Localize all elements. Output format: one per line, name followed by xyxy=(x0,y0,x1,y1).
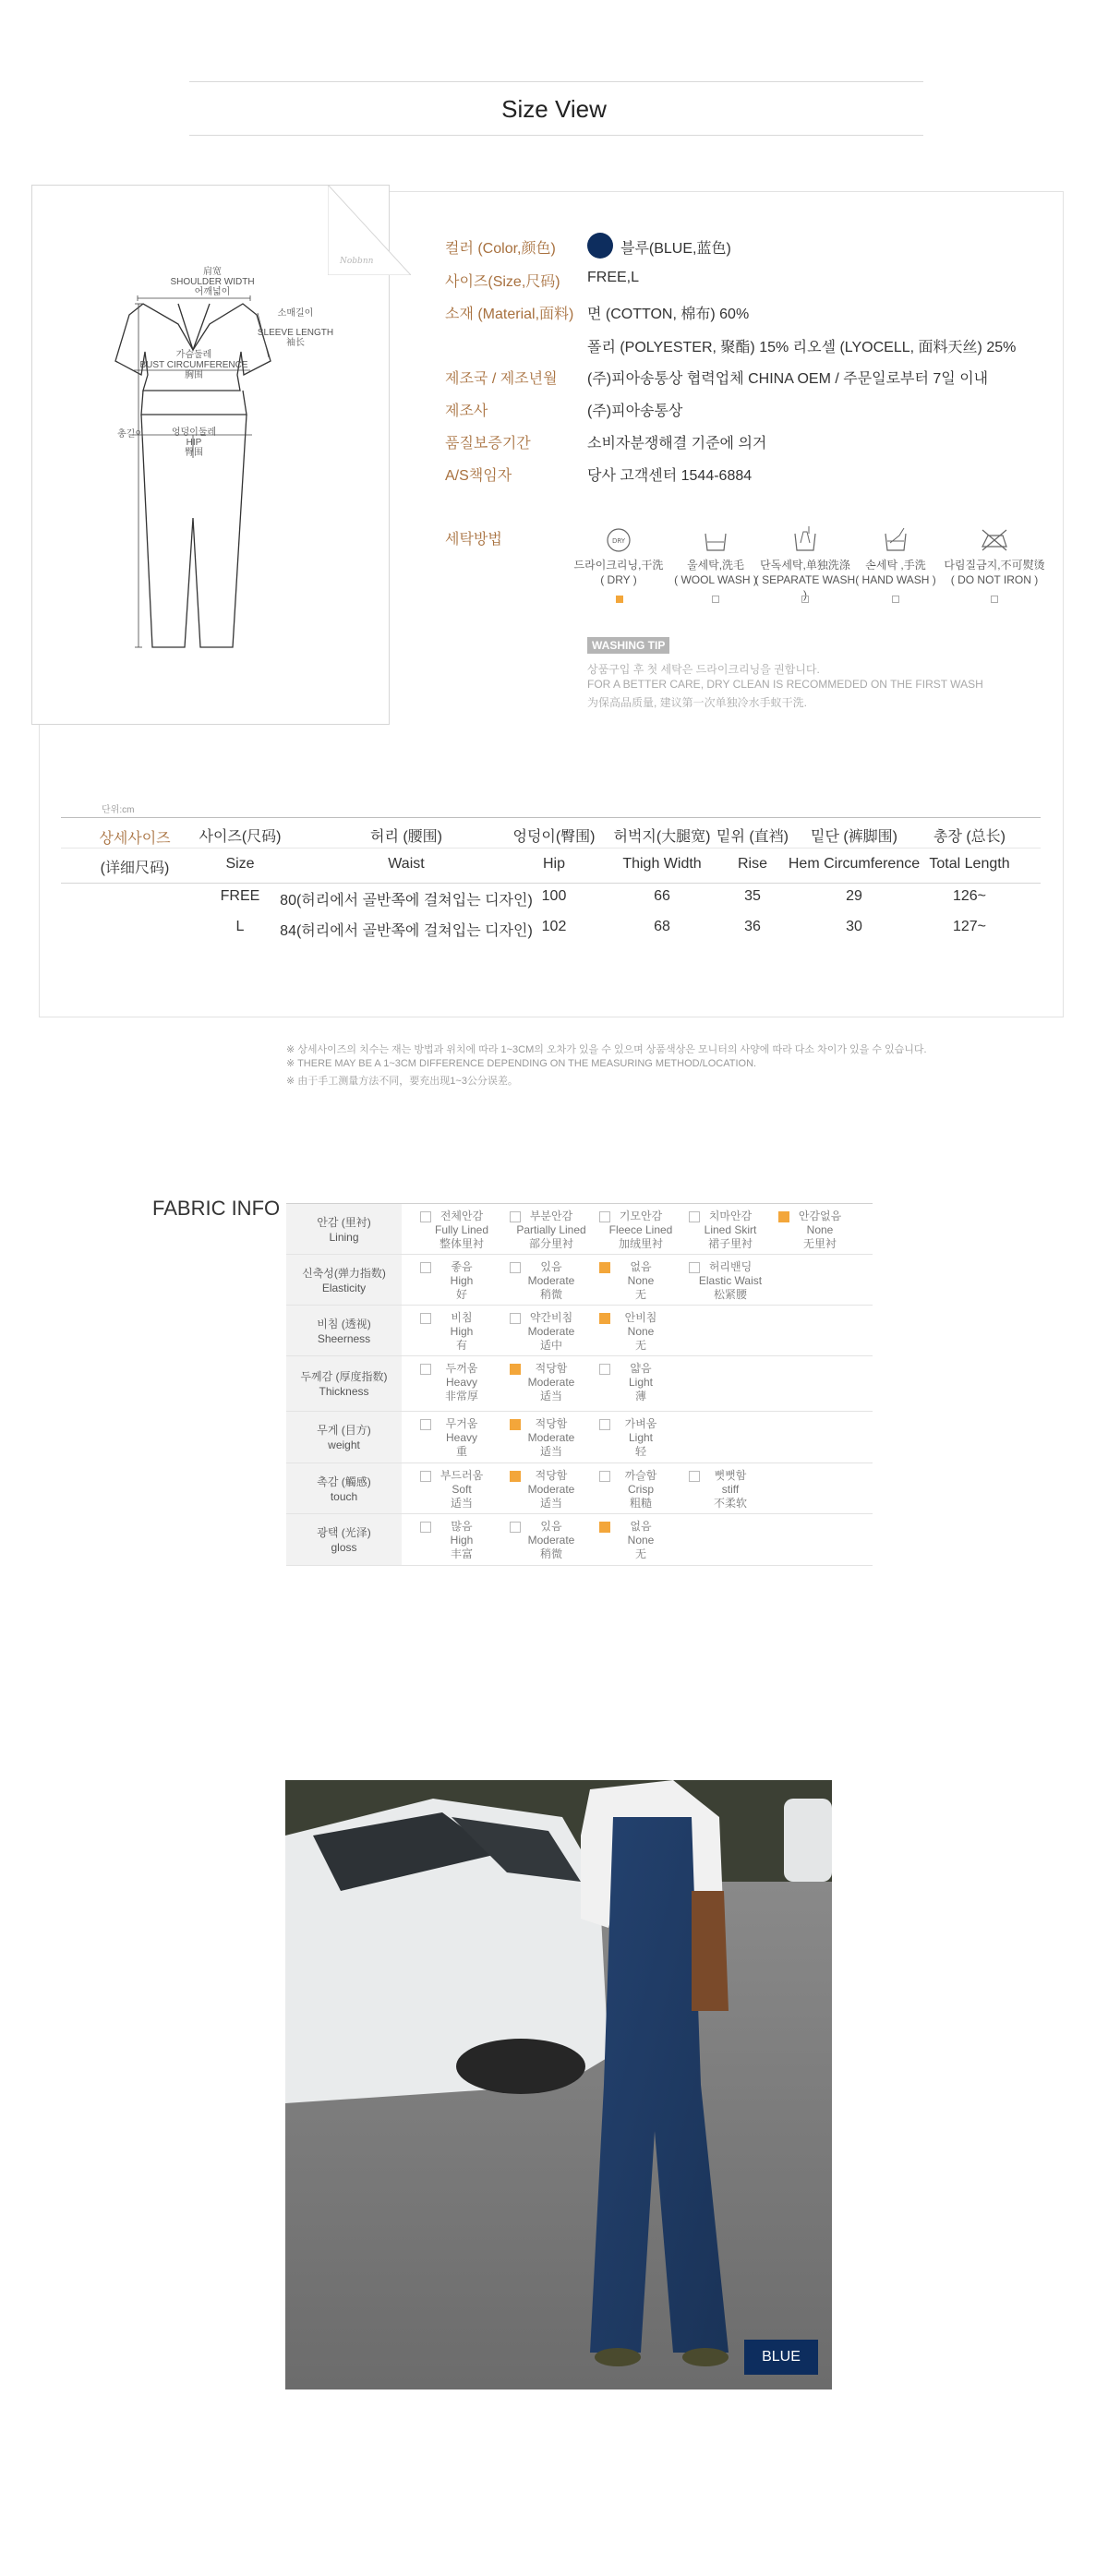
page-title: Size View xyxy=(501,95,607,123)
fabric-info-title: FABRIC INFO xyxy=(152,1197,281,1220)
info-key-color: 컬러 (Color,颜色) xyxy=(445,241,556,257)
wash-item-separate: 단독세탁,单独洗涤 ( SEPARATE WASH ) xyxy=(754,559,856,601)
info-key-size: 사이즈(Size,尺码) xyxy=(445,274,560,290)
table-head-size-en: Size xyxy=(225,856,255,872)
info-key-as: A/S책임자 xyxy=(445,468,512,484)
table-unit: 단위:cm xyxy=(102,805,135,815)
info-value-material: 면 (COTTON, 棉布) 60% xyxy=(587,307,750,322)
fabric-option: 뻣뻣함 stiff 不柔软 xyxy=(713,1469,747,1510)
fabric-option: 부분안감 Partially Lined 部分里衬 xyxy=(516,1210,586,1250)
table-head-rise: 밑위 (直裆) xyxy=(716,829,789,845)
hand-wash-icon xyxy=(882,524,909,554)
info-value-size: FREE,L xyxy=(587,270,640,285)
info-value-material-2: 폴리 (POLYESTER, 聚酯) 15% 리오셀 (LYOCELL, 面料天丝) 25% xyxy=(587,340,1017,355)
washing-tip-badge: WASHING TIP xyxy=(587,637,669,654)
fabric-option: 가벼움 Light 轻 xyxy=(624,1417,657,1458)
fabric-option: 허리밴딩 Elastic Waist 松紧腰 xyxy=(698,1260,763,1301)
table-cell: 100 xyxy=(541,888,567,904)
table-head-thigh: 허벅지(大腿宽) xyxy=(613,829,711,845)
table-head-rise-en: Rise xyxy=(737,856,767,872)
fabric-option: 부드러움 Soft 适当 xyxy=(440,1469,484,1510)
diagram-label-sleeve: 소매길이 SLEEVE LENGTH 袖长 xyxy=(257,308,334,348)
table-head-hem: 밑단 (裤脚围) xyxy=(810,829,897,845)
table-head-thigh-en: Thigh Width xyxy=(622,856,702,872)
table-cell: 66 xyxy=(654,888,670,904)
table-head-hem-en: Hem Circumference xyxy=(788,856,921,872)
wash-check-dry xyxy=(616,596,623,603)
table-cell: 127~ xyxy=(952,919,987,934)
color-swatch xyxy=(587,233,613,259)
fabric-option: 많음 High 丰富 xyxy=(450,1520,474,1560)
table-head-hip-en: Hip xyxy=(542,856,565,872)
info-key-warranty: 품질보증기간 xyxy=(445,436,531,451)
table-cell: 126~ xyxy=(952,888,987,904)
table-cell: FREE xyxy=(220,888,260,904)
fabric-option: 안감없음 None 无里衬 xyxy=(798,1210,842,1250)
fabric-option: 두꺼움 Heavy 非常厚 xyxy=(444,1362,478,1402)
fabric-option: 무거움 Heavy 重 xyxy=(445,1417,478,1458)
washing-tip-line: FOR A BETTER CARE, DRY CLEAN IS RECOMMEDED ON THE FIRST WASH xyxy=(587,678,983,691)
fabric-row-divider xyxy=(286,1565,873,1566)
table-head-detail: 상세사이즈 xyxy=(99,831,171,847)
table-head-total-en: Total Length xyxy=(929,856,1010,872)
table-head-total: 총장 (总长) xyxy=(933,829,1006,845)
table-cell: 30 xyxy=(846,919,862,934)
fabric-row-label: 비침 (透视) Sheerness xyxy=(286,1306,402,1356)
fabric-option: 비침 High 有 xyxy=(450,1311,474,1352)
fabric-row-label: 광택 (光泽) gloss xyxy=(286,1514,402,1566)
product-photo xyxy=(285,1780,832,2389)
table-cell: 68 xyxy=(654,919,670,934)
diagram-label-shoulder: 肩宽 SHOULDER WIDTH 어깨넓이 xyxy=(170,267,255,297)
wash-item-hand: 손세탁 ,手洗 ( HAND WASH ) xyxy=(855,559,936,586)
wash-label: 세탁방법 xyxy=(445,532,502,548)
footnote: ※ 상세사이즈의 치수는 재는 방법과 위치에 따라 1~3CM의 오차가 있을 수 있으며 상품색상은 모니터의 사양에 따라 다소 차이가 있을 수 있습니다. xyxy=(286,1044,927,1055)
fabric-row-label: 무게 (目方) weight xyxy=(286,1412,402,1463)
svg-text:DRY: DRY xyxy=(611,537,626,545)
info-value-as: 당사 고객센터 1544-6884 xyxy=(587,468,753,484)
wool-wash-icon xyxy=(702,526,729,554)
info-value-warranty: 소비자분쟁해결 기준에 의거 xyxy=(587,436,767,451)
info-value-origin: (주)피아송통상 협력업체 CHINA OEM / 주문일로부터 7일 이내 xyxy=(587,371,989,387)
washing-tip-line: 상품구입 후 첫 세탁은 드라이크리닝을 권합니다. xyxy=(587,663,820,676)
info-key-material: 소재 (Material,面料) xyxy=(445,307,574,322)
wash-check-separate xyxy=(801,596,809,603)
separate-wash-icon xyxy=(791,524,819,554)
fabric-option: 좋음 High 好 xyxy=(450,1260,474,1301)
table-head-detail-cn: (详细尺码) xyxy=(100,861,170,876)
table-cell: 29 xyxy=(846,888,862,904)
footnote: ※ THERE MAY BE A 1~3CM DIFFERENCE DEPENDING ON THE MEASURING METHOD/LOCATION. xyxy=(286,1058,757,1069)
fabric-option: 없음 None 无 xyxy=(627,1520,655,1560)
fabric-option: 적당함 Moderate 适当 xyxy=(527,1362,575,1402)
fabric-option: 얇음 Light 薄 xyxy=(628,1362,654,1402)
fabric-option: 안비침 None 无 xyxy=(624,1311,657,1352)
fabric-option: 약간비침 Moderate 适中 xyxy=(527,1311,575,1352)
fabric-row-label: 촉감 (觸感) touch xyxy=(286,1463,402,1514)
fabric-option: 치마안감 Lined Skirt 裙子里衬 xyxy=(704,1210,757,1250)
table-head-hip: 엉덩이(臀围) xyxy=(512,829,596,845)
table-cell: 80(허리에서 골반쪽에 걸쳐입는 디자인) xyxy=(280,893,533,909)
washing-tip-line: 为保高品质量, 建议第一次单独冷水手蚁干洗. xyxy=(587,696,808,709)
table-cell: 102 xyxy=(541,919,567,934)
table-line xyxy=(61,848,1041,849)
fabric-option: 있음 Moderate 稍微 xyxy=(527,1260,575,1301)
table-cell: L xyxy=(235,919,245,934)
wash-item-iron: 다림질금지,不可熨烫 ( DO NOT IRON ) xyxy=(944,559,1045,586)
wash-item-dry: 드라이크리닝,干洗 ( DRY ) xyxy=(573,559,664,586)
fabric-option: 적당함 Moderate 适当 xyxy=(527,1417,575,1458)
fabric-option: 적당함 Moderate 适当 xyxy=(527,1469,575,1510)
table-top-line xyxy=(61,817,1041,818)
wash-check-hand xyxy=(892,596,899,603)
info-key-maker: 제조사 xyxy=(445,403,488,419)
table-cell: 36 xyxy=(744,919,761,934)
footnote: ※ 由于手工测量方法不同，要充出现1~3公分误差。 xyxy=(286,1076,518,1087)
table-head-size: 사이즈(尺码) xyxy=(199,829,282,845)
wash-check-wool xyxy=(712,596,719,603)
info-value-color: 블루(BLUE,蓝色) xyxy=(620,241,731,257)
fabric-option: 없음 None 无 xyxy=(627,1260,655,1301)
table-cell: 84(허리에서 골반쪽에 걸쳐입는 디자인) xyxy=(280,923,533,939)
color-tag: BLUE xyxy=(744,2340,818,2375)
fabric-row-label: 안감 (里衬) Lining xyxy=(286,1204,402,1255)
divider xyxy=(189,81,923,82)
fabric-option: 있음 Moderate 稍微 xyxy=(527,1520,575,1560)
table-head-waist-en: Waist xyxy=(388,856,425,872)
divider xyxy=(189,135,923,136)
table-cell: 35 xyxy=(744,888,761,904)
diagram-label-total: 총길이 xyxy=(117,429,144,439)
table-line xyxy=(61,883,1041,884)
info-value-maker: (주)피아송통상 xyxy=(587,403,683,419)
fabric-option: 기모안감 Fleece Lined 加绒里衬 xyxy=(608,1210,673,1250)
table-head-waist: 허리 (腰围) xyxy=(369,829,442,845)
note-logo: Nobbnn xyxy=(340,257,374,266)
fabric-row-label: 신축성(弹力指数) Elasticity xyxy=(286,1255,402,1306)
fabric-option: 전체안감 Fully Lined 整体里衬 xyxy=(434,1210,489,1250)
model-photo-illustration xyxy=(285,1780,832,2389)
fabric-row-label: 두께감 (厚度指数) Thickness xyxy=(286,1356,402,1412)
wash-item-wool: 울세탁,洗毛 ( WOOL WASH ) xyxy=(674,559,757,586)
info-key-origin: 제조국 / 제조년월 xyxy=(445,371,558,387)
dry-clean-icon xyxy=(605,526,632,554)
diagram-label-bust: 가슴둘레 BUST CIRCUMFERENCE 胸围 xyxy=(139,350,248,380)
do-not-iron-icon xyxy=(979,524,1010,554)
wash-check-iron xyxy=(991,596,998,603)
diagram-label-hip: 엉덩이둘레 HIP 臀围 xyxy=(171,427,217,458)
fabric-option: 까슬함 Crisp 粗糙 xyxy=(624,1469,657,1510)
